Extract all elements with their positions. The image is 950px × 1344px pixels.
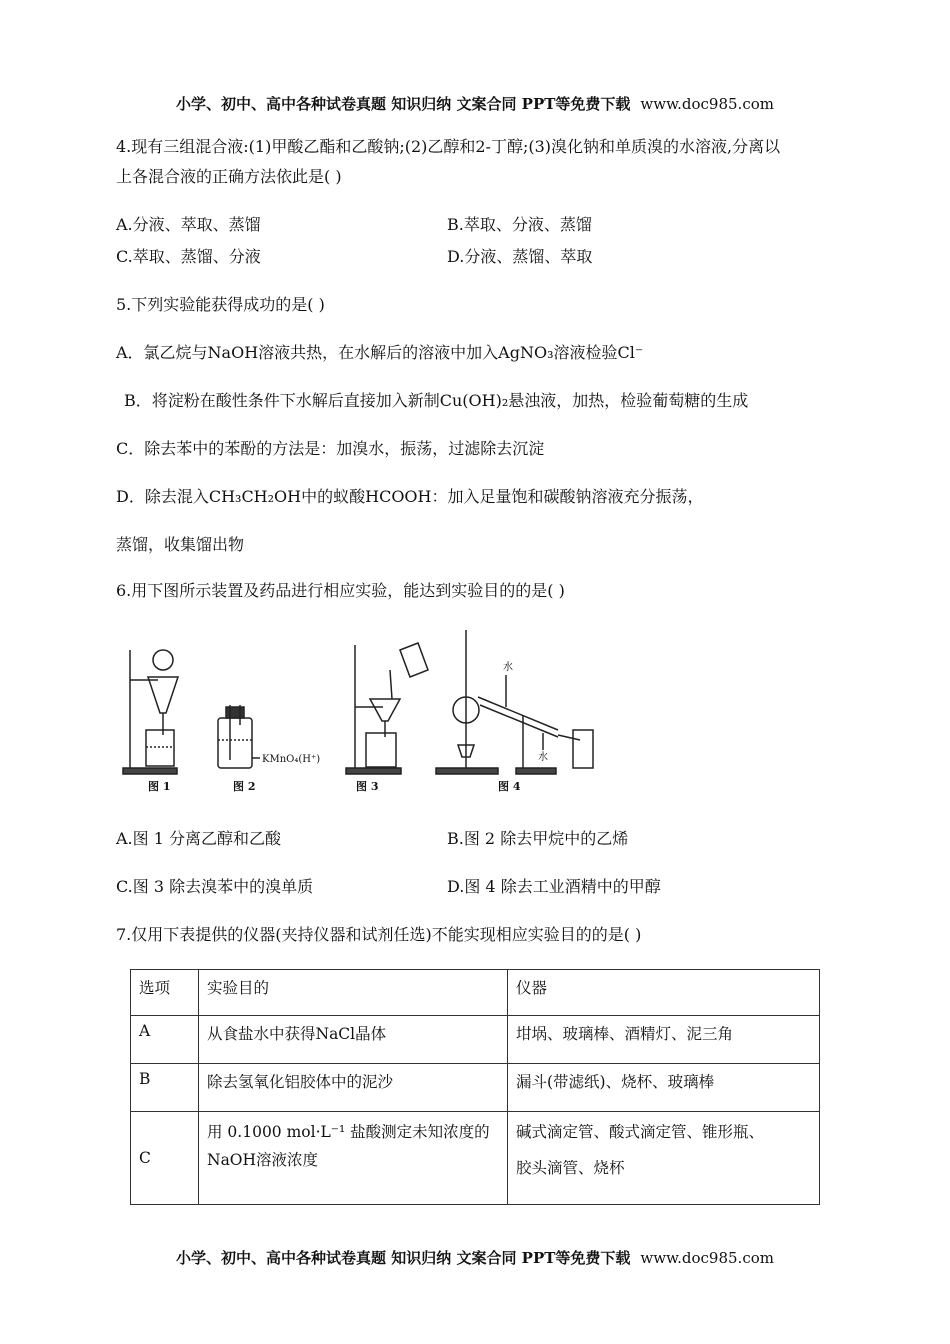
q4-stem-1: 4.现有三组混合液:(1)甲酸乙酯和乙酸钠;(2)乙醇和2-丁醇;(3)溴化钠和单质溴的水溶液,分离以: [116, 137, 781, 156]
fig3-stand-base: [346, 768, 401, 774]
fig1-beaker: [146, 730, 174, 766]
fig3-caption: 图 3: [356, 780, 379, 793]
fig4-condenser-outer: [480, 705, 558, 737]
q5-option-b: B．将淀粉在酸性条件下水解后直接加入新制Cu(OH)₂悬浊液，加热，检验葡萄糖的生成: [124, 391, 749, 410]
header-instruments: 仪器: [508, 970, 820, 1016]
row-c-instruments-line1: 碱式滴定管、酸式滴定管、锥形瓶、: [516, 1123, 765, 1141]
fig1-stand-base: [123, 768, 177, 774]
row-a-purpose: 从食盐水中获得NaCl晶体: [199, 1016, 508, 1064]
fig1-caption: 图 1: [148, 780, 171, 793]
header-option: 选项: [131, 970, 199, 1016]
row-c-purpose: [199, 1112, 508, 1205]
footer-url: www.doc985.com: [640, 1249, 774, 1267]
fig2-stopper: [226, 707, 244, 718]
row-c-purpose-line1: 用 0.1000 mol·L⁻¹ 盐酸测定未知浓度的: [207, 1123, 490, 1141]
header-url: www.doc985.com: [640, 95, 774, 113]
table-row: [131, 1112, 820, 1205]
fig4-condenser: [478, 697, 558, 730]
row-c-option: C: [131, 1112, 199, 1205]
table-header-row: [131, 970, 820, 1016]
q4-stem-2: 上各混合液的正确方法依此是( ): [116, 167, 342, 186]
q4-option-d: D.分液、蒸馏、萃取: [447, 247, 593, 266]
fig1-separating-funnel: [148, 677, 178, 713]
q5-option-d-line1: D．除去混入CH₃CH₂OH中的蚁酸HCOOH：加入足量饱和碳酸钠溶液充分振荡，: [116, 487, 704, 506]
q4-option-c: C.萃取、蒸馏、分液: [116, 247, 261, 266]
fig4-water-label-top: 水: [503, 662, 513, 673]
fig4-adapter: [558, 735, 580, 740]
fig1-funnel-stopper: [153, 650, 173, 670]
fig3-pouring-beaker: [400, 643, 428, 677]
fig3-funnel: [370, 699, 400, 721]
header-purpose: 实验目的: [199, 970, 508, 1016]
page-footer: 小学、初中、高中各种试卷真题 知识归纳 文案合同 PPT等免费下载 www.doc985.com: [176, 1249, 774, 1267]
fig3-beaker: [366, 733, 396, 767]
q4-option-b: B.萃取、分液、蒸馏: [447, 215, 592, 234]
fig4-stand-base: [436, 768, 498, 774]
fig4-caption: 图 4: [498, 780, 521, 793]
q5-option-a: A．氯乙烷与NaOH溶液共热，在水解后的溶液中加入AgNO₃溶液检验Cl⁻: [116, 343, 644, 362]
q6-stem: 6.用下图所示装置及药品进行相应实验，能达到实验目的的是( ): [116, 581, 565, 600]
table-row: [131, 1064, 820, 1112]
row-a-instruments: 坩埚、玻璃棒、酒精灯、泥三角: [508, 1016, 820, 1064]
row-a-option: A: [131, 1016, 199, 1064]
row-b-option: B: [131, 1064, 199, 1112]
q7-table: [130, 969, 820, 1205]
q5-option-c: C．除去苯中的苯酚的方法是：加溴水，振荡，过滤除去沉淀: [116, 439, 545, 458]
q6-option-c: C.图 3 除去溴苯中的溴单质: [116, 877, 314, 896]
q6-apparatus-figure: [118, 625, 598, 795]
q5-option-d-line2: 蒸馏，收集馏出物: [116, 535, 245, 554]
row-c-purpose-line2: NaOH溶液浓度: [207, 1151, 319, 1169]
fig4-condenser-base: [516, 768, 556, 774]
q4-option-a: A.分液、萃取、蒸馏: [116, 215, 261, 234]
fig2-reagent-label: KMnO₄(H⁺): [262, 754, 321, 765]
q7-stem: 7.仅用下表提供的仪器(夹持仪器和试剂任选)不能实现相应实验目的的是( ): [116, 925, 642, 944]
fig3-glass-rod: [390, 670, 392, 699]
q6-option-b: B.图 2 除去甲烷中的乙烯: [447, 829, 629, 848]
page-header: 小学、初中、高中各种试卷真题 知识归纳 文案合同 PPT等免费下载 www.doc985.com: [176, 95, 774, 113]
fig2-caption: 图 2: [233, 780, 256, 793]
row-c-instruments: [508, 1112, 820, 1205]
fig2-gas-bottle: [218, 718, 252, 768]
table-row: [131, 1016, 820, 1064]
fig4-water-label-bottom: 水: [538, 752, 548, 763]
row-b-purpose: 除去氢氧化铝胶体中的泥沙: [199, 1064, 508, 1112]
q6-option-d: D.图 4 除去工业酒精中的甲醇: [447, 877, 661, 896]
q6-option-a: A.图 1 分离乙醇和乙酸: [116, 829, 281, 848]
fig4-receiver: [573, 730, 593, 768]
q5-stem: 5.下列实验能获得成功的是( ): [116, 295, 325, 314]
row-c-instruments-line2: 胶头滴管、烧杯: [516, 1159, 625, 1177]
row-b-instruments: 漏斗(带滤纸)、烧杯、玻璃棒: [508, 1064, 820, 1112]
